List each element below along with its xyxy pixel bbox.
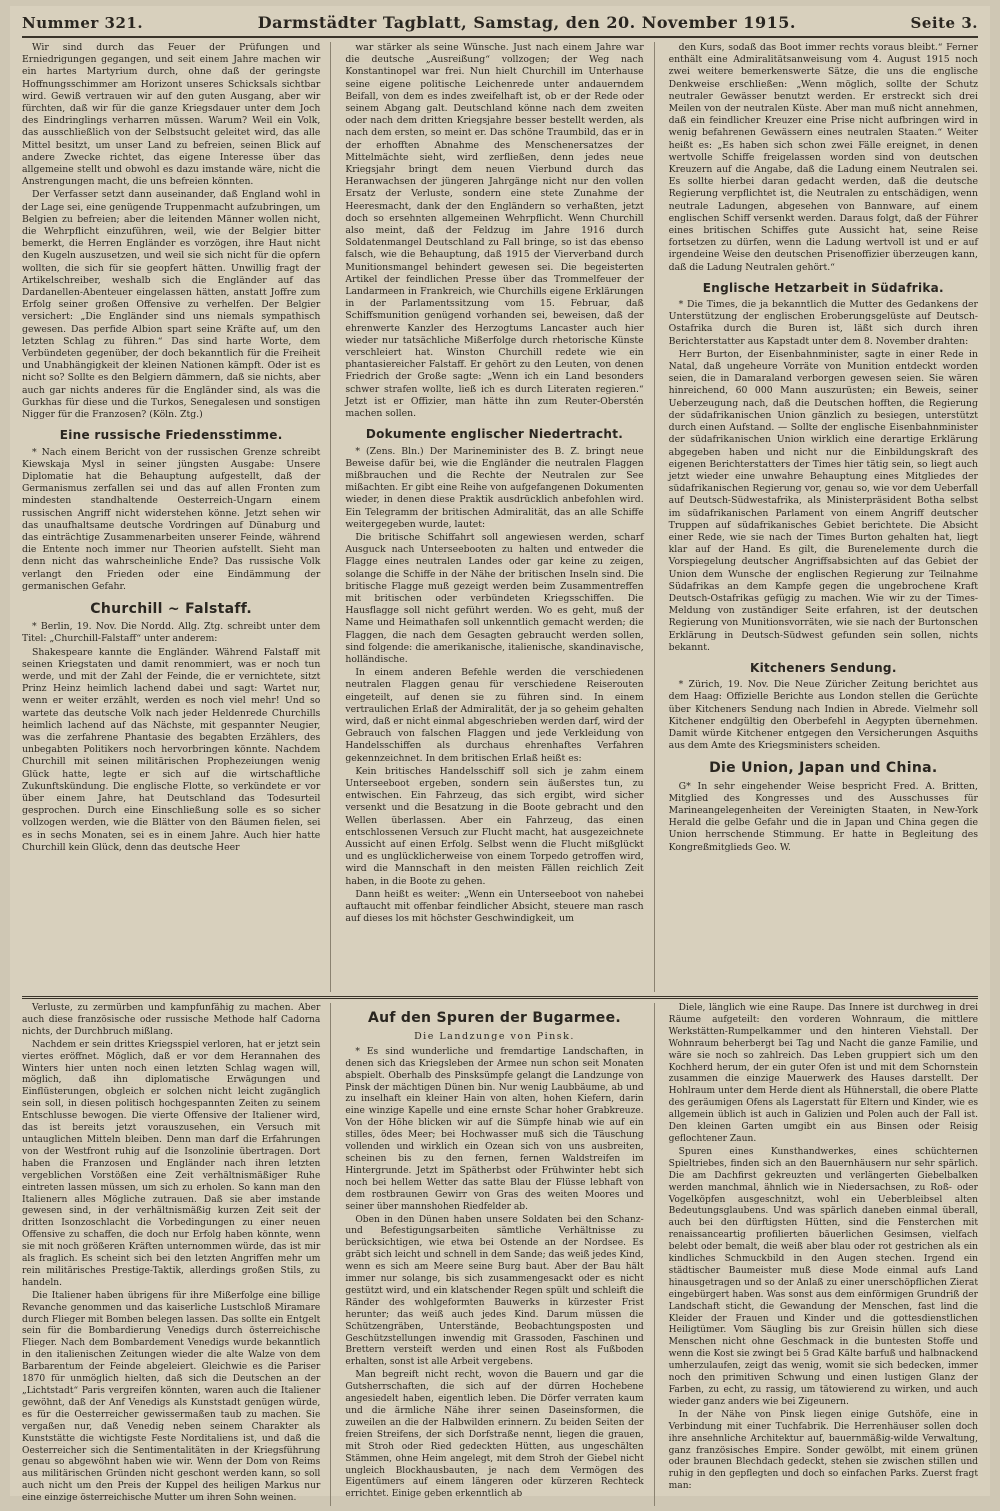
paragraph: Diele, länglich wie eine Raupe. Das Innere ist durchweg in drei Räume aufgeteilt: den vorderen Wohnraum, die mittlere Werkstätten-Rumpelkammer und den hinteren Viehstall. Der Wohnraum beherbergt bei Tag und Nacht die ganze Familie, und wäre sie noch so zahlreich. Das Leben gruppiert sich um den Kochherd herum, der ein guter Ofen ist und mit dem Schornstein zusammen die einzige Mauerwerk des Hauses darstellt. Der Hohlraum unter dem Herde dient als Hühnerstall, die obere Platte des geräumigen Ofens als Lagerstatt für Eltern und Kinder, wie es allgemein üblich ist auch in Galizien und Polen auch der Fall ist. Den kleinen Garten umgibt ein aus Binsen oder Reisig geflochtener Zaun. <box>668 1003 978 1144</box>
paragraph: Herr Burton, der Eisenbahnminister, sagte in einer Rede in Natal, daß ungeheure Vorräte von Munition entdeckt worden seien, die in Damaraland verborgen gewesen seien. Sie wären hinreichend, 60 000 Mann auszurüsten; ein Beweis, seiner Ueberzeugung nach, daß die Deutschen hofften, die Regierung der südafrikanischen Union gänzlich zu besiegen, unterstützt durch einen Aufstand. — Sollte der englische Eisenbahnminister der südafrikanischen Union wirklich eine derartige Erklärung abgegeben haben und nicht nur die Einbildungskraft des eigenen Berichterstatters der Times hier tätig sein, so liegt auch jetzt wieder eine unwahre Behauptung eines Mitgliedes der südafrikanischen Regierung vor, genau so, wie vor dem Ueberfall auf Deutsch-Südwestafrika, als Ministerpräsident Botha selbst im südafrikanischen Parlament von einem Angriff deutscher Truppen auf südafrikanisches Gebiet berichtete. Die Absicht einer Rede, wie sie nach der Times Burton gehalten hat, liegt klar auf der Hand. Es gilt, die Burenelemente durch die Vorspiegelung deutscher Angriffsabsichten auf das Gebiet der Union dem Wunsche der englischen Regierung zur Teilnahme Südafrikas an dem Kampfe gegen die ungebrochene Kraft Deutsch-Ostafrikas gefügig zu machen. Wie wir zu der Times-Meldung von zuständiger Seite erfahren, ist der deutschen Regierung von Munitionsvorräten, wie sie nach der Burtonschen Erklärung in Deutsch-Südwest gefunden sein sollen, nichts bekannt. <box>668 348 978 653</box>
column-1 <box>22 42 331 992</box>
headline-churchill-falstaff: Churchill ~ Falstaff. <box>90 600 253 617</box>
intro-article <box>22 42 320 421</box>
column-3 <box>669 42 978 992</box>
paragraph: war stärker als seine Wünsche. Just nach einem Jahre war die deutsche „Ausreißung“ vollzogen; der Weg nach Konstantinopel war frei. Nun hielt Churchill im Unterhause seine eigene politische Leichenrede unter andauerndem Beifall, von dem es indes zweifelhaft ist, ob er der Rede oder seinem Abgang galt. Deutschland könne nach dem zweiten oder nach dem dritten Kriegsjahre besser bestellt werden, als nach dem ersten, so meint er. Das schöne Traumbild, das er in der erhofften Abnahme des Menschenersatzes der Mittelmächte sieht, wird zerfließen, denn jedes neue Kriegsjahr bringt dem neuen Vierbund durch das Heranwachsen der jüngeren Jahrgänge nicht nur den vollen Ersatz der Verluste, sondern eine stete Zunahme der Heeresmacht, dank der den Engländern so verhaßten, jetzt doch so ersehnten allgemeinen Wehrpflicht. Wenn Churchill also meint, daß der Feldzug im Jahre 1916 durch Soldatenmangel Deutschland zu Fall bringe, so ist das ebenso falsch, wie die Behauptung, daß 1915 der Vierverband durch Munitionsmangel behindert gewesen sei. Die begeisterten Artikel der feindlichen Presse über das Trommelfeuer der Landarmeen in Frankreich, wie Churchills eigene Erklärungen in der Parlamentssitzung vom 15. Februar, daß Schiffsmunition genügend vorhanden sei, beweisen, daß der ehrenwerte Kanzler des Herzogtums Lancaster auch hier wieder nur tatsächliche Mißerfolge durch rhetorische Künste verschleiert hat. Winston Churchill redete wie ein phantasiereicher Falstaff. Er gehört zu den Leuten, von denen Friedrich der Große sagte: „Wenn ich ein Land besonders schwer strafen wollte, ließ ich es durch Literaten regieren.“ Jetzt ist er Offizier, man hätte ihn zum Reuter-Oberstén machen sollen. <box>345 42 644 420</box>
article-churchill-falstaff <box>22 621 320 854</box>
headline-english-infamy: Dokumente englischer Niedertracht. <box>365 427 624 442</box>
article-south-africa <box>669 299 978 654</box>
paragraph: In einem anderen Befehle werden die verschiedenen neutralen Flaggen genau für verschiedene Reiserouten eingeteilt, auf denen sie zu führen sind. In einem vertraulichen Erlaß der Admiralität, der ja so geheim gehalten wird, daß er nicht einmal abgeschrieben werden darf, wird der Gebrauch von falschen Flaggen und jede Verkleidung von Handelsschiffen als durchaus ehrenhaftes Verfahren gekennzeichnet. In dem britischen Erlaß heißt es: <box>345 667 644 764</box>
paragraph: Oben in den Dünen haben unsere Soldaten bei den Schanz- und Befestigungsarbeiten sämtliche Verhältnisse zu berücksichtigen, wie etwa bei Ostende an der Nordsee. Es gräbt sich leicht und schnell in dem Sande; das weiß jedes Kind, wenn es sich am Meere seine Burg baut. Aber der Bau hält immer nur solange, bis sich zusammengesackt oder es nicht gestützt wird, und ein klatschender Regen spült und schleift die Ränder des wohlgeformten Bauwerks in kürzester Frist herunter; das weiß auch jedes Kind. Darum müssen die Schützengräben, Unterstände, Beobachtungsposten und Geschützstellungen inwendig mit Grassoden, Faschinen und Brettern versteift werden und einen Rost als Fußboden erhalten, sonst ist alle Arbeit vergebens. <box>345 1214 644 1368</box>
article-infamy-cont <box>669 42 978 274</box>
paragraph: G* In sehr eingehender Weise bespricht Fred. A. Britten, Mitglied des Kongresses und des Ausschusses für Marineangelegenheiten der Vereinigten Staaten, in New-York Herald die gelbe Gefahr und die in Japan und China gegen die Union herrschende Stimmung. Er hatte in Begleitung des Kongreßmitglieds Geo. W. <box>668 780 978 853</box>
paragraph: * (Zens. Bln.) Der Marineminister des B. Z. bringt neue Beweise dafür bei, wie die Engländer die neutralen Flaggen mißbrauchen und die Rechte der Neutralen zur See mißachten. Er gibt eine Reihe von aufgefangenen Dokumenten wieder, in denen diese Praktik ausdrücklich anbefohlen wird. Ein Telegramm der britischen Admiralität, das an alle Schiffe weitergegeben wurde, lautet: <box>345 445 644 530</box>
paragraph: * Nach einem Bericht von der russischen Grenze schreibt Kiewskaja Mysl in seiner jüngsten Ausgabe: Unsere Diplomatie hat die Behauptung aufgestellt, daß der Germanismus zerfallen sei und das auf allen Fronten zum mindesten standhaltende Oesterreich-Ungarn einem russischen Angriff nicht widerstehen könne. Jetzt sehen wir das unaufhaltsame deutsche Vordringen auf Dünaburg und das einträchtige Zusammenarbeiten unserer Feinde, während die Entente noch immer nur Theorien aufstellt. Sieht man denn nicht das wahrscheinliche Ende? Das russische Volk verlangt den Frieden oder eine Eindämmung der germanischen Gefahr. <box>22 446 321 592</box>
headline-union-japan-china: Die Union, Japan und China. <box>709 760 938 777</box>
paragraph: Shakespeare kannte die Engländer. Während Falstaff mit seinen Kriegstaten und damit renommiert, was er noch tun werde, und mit der Zahl der Feinde, die er vernichtete, sitzt Prinz Heinz heimlich lachend dabei und sagt: Wartet nur, wenn er weiter erzählt, werden es noch viel mehr! Und so wartete das deutsche Volk nach jeder Heldenrede Churchills heimlich lachend auf das Nächste, mit gespannter Neugier, was die zerfahrene Phantasie des begabten Erzählers, des unbegabten Politikers noch hervorbringen könnte. Nachdem Churchill mit seinen militärischen Prophezeiungen wenig Glück hatte, legte er sich auf die wirtschaftliche Zukunftskündung. Die englische Flotte, so verkündete er vor über einem Jahre, hat Deutschland das Todesurteil gesprochen. Durch eine Einschließung solle es so sicher vollzogen werden, wie die Blätter von den Bäumen fielen, sei es in sechs Monaten, sei es in einem Jahre. Auch hier hatte Churchill kein Glück, denn das deutsche Heer <box>22 646 321 853</box>
column-2 <box>345 42 654 992</box>
article-english-infamy <box>345 446 643 926</box>
paragraph: Dann heißt es weiter: „Wenn ein Unterseeboot von nahebei auftaucht mit offenbar feindlicher Absicht, steuere man rasch auf dieses los mit höchster Geschwindigkeit, um <box>345 888 644 925</box>
paragraph: In der Nähe von Pinsk liegen einige Gutshöfe, eine in Verbindung mit einer Tuchfabrik. Die Herrenhäuser sollen doch ihre ansehnliche Architektur auf, bauernmäßig-wilde Verwaltung, ganz französisches Empire. Sonder gewölbt, mit einem grünen oder braunen Blechdach gedeckt, stehen sie zwischen stillen und ruhig in den gepflegten und doch so einfachen Parks. Zuerst fragt man: <box>668 1409 978 1492</box>
paragraph: Nachdem er sein drittes Kriegsspiel verloren, hat er jetzt sein viertes eröffnet. Möglich, daß er vor dem Herannahen des Winters hier unten noch einen letzten Schlag wagen will, möglich, daß ihn diplomatische Erwägungen und Einflüsterungen, obgleich er solchen nicht leicht zugänglich sein soll, in diesen politisch hochgespannten Zeiten zu seinem Entschlusse bewogen. Die vierte Offensive der Italiener wird, das ist bereits jetzt vorauszusehen, ein Versuch mit untauglichen Mitteln bleiben. Denn man darf die Erfahrungen von der Westfront ruhig auf die Isonzolinie übertragen. Dort haben die Franzosen und Engländer nach ihren letzten vergeblichen Vorstößen eine Zeit verhältnismäßiger Ruhe eintreten lassen müssen, um sich zu erholen. So kann man den Italienern alles Mögliche zutrauen. Daß sie aber imstande gewesen sind, in der verhältnismäßig kurzen Zeit seit der dritten Isonzoschlacht die Vorbedingungen zu einer neuen Offensive zu schaffen, die doch nur Erfolg haben könnte, wenn sie mit noch größeren Kräften unternommen würde, das ist mir als fraglich. Es scheint sich bei den letzten Angriffen mehr um rein militärisches Prestige-Taktik, allerdings großen Stils, zu handeln. <box>22 1039 321 1288</box>
paragraph: * Die Times, die ja bekanntlich die Mutter des Gedankens der Unterstützung der englischen Eroberungsgelüste auf Deutsch-Ostafrika durch die Buren ist, läßt sich durch ihren Berichterstatter aus Kapstadt unter dem 8. November drahten: <box>668 299 978 347</box>
paragraph: den Kurs, sodaß das Boot immer rechts voraus bleibt.“ Ferner enthält eine Admiralitätsanweisung vom 4. August 1915 noch zwei weitere bemerkenswerte Sätze, die uns die englische Denkweise erschließen: „Wenn möglich, sollte der Schutz neutraler Gewässer benutzt werden. Er erstreckt sich drei Meilen von der neutralen Küste. Aber man muß nicht annehmen, daß ein feindlicher Kreuzer eine Prise nicht aufbringen wird in wenig befahrenen Gewässern eines neutralen Staaten.“ Weiter heißt es: „Es haben sich schon zwei Fälle ereignet, in denen wertvolle Schiffe freigelassen worden sind von deutschen Kreuzern auf die Angabe, daß die Ladung einem Neutralen sei. Es sollte hierbei daran gedacht werden, daß die deutsche Regierung verpflichtet ist, die Neutralen zu entschädigen, wenn neutrale Ladungen, abgesehen von Bannware, auf einem englischen Schiff versenkt werden. Daraus folgt, daß der Führer eines britischen Schiffes gute Aussicht hat, seine Reise fortsetzen zu dürfen, wenn die Ladung wertvoll ist und er auf irgendeine Weise den deutschen Prisenoffizier überzeugen kann, daß die Ladung Neutralen gehört.“ <box>668 42 978 273</box>
paragraph: Die Italiener haben übrigens für ihre Mißerfolge eine billige Revanche genommen und das kaiserliche Lustschloß Miramare durch Flieger mit Bomben belegen lassen. Das sollte ein Entgelt sein für die Bombardierung Venedigs durch österreichische Flieger. Nach dem Bombardement Venedigs wurde bekanntlich in den italienischen Zeitungen wieder die alte Walze von dem Barbarentum der Feinde abgeleiert. Gleichwie es die Pariser 1870 für unmöglich hielten, daß sich die Deutschen an der „Lichtstadt“ Paris vergreifen könnten, waren auch die Italiener gewöhnt, daß der Anf Venedigs als Kunststadt genügen würde, es für die Oesterreicher gewissermaßen taub zu machen. Sie vergaßen nur, daß Venedig neben seinem Charakter als Kunststätte die wichtigste Feste Norditaliens ist, und daß die Oesterreicher sich die Sentimentalitäten in der Kriegsführung genau so abgewöhnt haben wie wir. Wenn der Dom von Reims aus militärischen Gründen nicht geschont werden kann, so soll auch nicht um den Preis der Kuppel des heiligen Markus nur eine einzige österreichische Mutter um ihren Sohn weinen. <box>22 1290 321 1504</box>
headline-bug-army: Auf den Spuren der Bugarmee. <box>367 1010 622 1026</box>
masthead <box>22 10 978 38</box>
paragraph: Spuren eines Kunsthandwerkes, eines schüchternen Spieltriebes, finden sich an den Bauernhäusern nur sehr spärlich. Die am Dachfirst gekreuzten und verlängerten Giebelbalken werden manchmal, ähnlich wie in Niedersachsen, zu Roß- oder Vogelköpfen ausgeschnitzt, wohl ein Ueberbleibsel alten Bedeutungsglaubens. Und was spärlich daneben einmal überall, auch bei den dürftigsten Hütten, sind die Fensterchen mit renaissanceartig profilierten bäuerlichen Gesimsen, vielfach belebt oder bemalt, die weiß aber blau oder rot gestrichen als ein kindliches Schmuckbild in den Augen stechen. Irgend ein städtischer Baumeister muß diese Mode einmal aufs Land hinausgetragen und so der Anlaß zu einer unerschöpflichen Zierat eingebürgert haben. Was sonst aus dem einförmigen Grundriß der Landschaft sticht, die Gewandung der Menschen, fast lind die Kleider der Frauen und Kinder und die gottesdienstlichen Heiligtümer. Vom Säugling bis zur Greisin hüllen sich diese Menschen nicht ohne Geschmack in die buntesten Stoffe und wenn die Kost sie zwingt bei 5 Grad Kälte barfuß und halbnackend umherzulaufen, zeigt das wenig, womit sie sich bedecken, immer noch den primitiven Schwung und einen lustigen Glanz der Farben, zu echt, zu rassig, um tätowierend zu wirken, und auch wieder ganz anders wie bei Zigeunern. <box>668 1146 978 1407</box>
paragraph: * Berlin, 19. Nov. Die Nordd. Allg. Ztg. schreibt unter dem Titel: „Churchill-Falstaff“ unter anderem: <box>22 621 321 645</box>
lower-section <box>22 1003 978 1504</box>
lower-column-2 <box>345 1003 654 1506</box>
paragraph: Kein britisches Handelsschiff soll sich je zahm einem Unterseeboot ergeben, sondern sein äußerstes tun, zu entwischen. Ein Fahrzeug, das sich ergibt, wird sicher versenkt und die Besatzung in die Boote gebracht und den Wellen überlassen. Aber ein Fahrzeug, das einen entschlossenen Versuch zur Flucht macht, hat ausgezeichnete Aussicht auf einen Erfolg. Selbst wenn die Flucht mißglückt und es unglücklicherweise von einem Torpedo getroffen wird, wird die Mannschaft in den meisten Fällen reichlich Zeit haben, in die Boote zu gehen. <box>345 765 644 887</box>
paper-title-date: Darmstädter Tagblatt, Samstag, den 20. November 1915. <box>257 13 796 32</box>
lower-column-1 <box>22 1003 331 1506</box>
article-churchill-cont <box>345 42 643 420</box>
article-italy-offensive <box>22 1003 320 1505</box>
subheadline-pinsk: Die Landzunge von Pinsk. <box>414 1030 575 1042</box>
headline-kitchener: Kitcheners Sendung. <box>749 660 897 675</box>
page-number: Seite 3. <box>910 14 978 32</box>
article-union-japan-china <box>669 781 978 854</box>
newspaper-page <box>10 6 990 1504</box>
headline-russian-peace: Eine russische Friedensstimme. <box>59 428 283 443</box>
lower-column-3 <box>669 1003 978 1506</box>
paragraph: Man begreift nicht recht, wovon die Bauern und gar die Gutsherrschaften, die sich auf der dürren Hochebene angesiedelt haben, eigentlich leben. Die Dörfer verraten kaum und die ärmliche Nähe ihrer seinen Daseinsformen, die zuweilen an die der Halbwilden erinnern. Zu beiden Seiten der freien Streifens, der sich Dorfstraße nennt, liegen die grauen, mit Stroh oder Ried gedeckten Hütten, aus ungeschälten Stämmen, ohne Heim angelegt, mit dem Stroh der Giebel nicht ungleich Blockhausbauten, je nach dem Vermögen des Eigentümers auf einem längeren oder kürzeren Rechteck errichtet. Einige geben erkenntlich ab <box>345 1370 644 1500</box>
paragraph: * Es sind wunderliche und fremdartige Landschaften, in denen sich das Kriegsleben der Armee nun schon seit Monaten abspielt. Oberhalb des Pinsksümpfe gelangt die Landzunge von Pinsk der mächtigen Dünen bin. Nur wenig Laubbäume, ab und zu inselhaft ein kleiner Hain von alten, hohen Kiefern, darin eine winzige Kapelle und eine ernste Schar hoher Grabkreuze. Von der Höhe blicken wir auf die Sümpfe hinab wie auf ein stilles, ödes Meer; bei Hochwasser muß sich die Täuschung vollenden und wirklich ein Ozean sich von uns ausbreiten, scheinen bis zu den fernen, fernen Waldstreifen im Hintergrunde. Jetzt im Spätherbst oder Frühwinter hebt sich noch bei hellem Wetter das satte Blau der Flüsse lebhaft von dem rostbraunen Gewirr von Gras des weiten Moores und seiner über mannshohen Riedfelder ab. <box>345 1046 644 1212</box>
section-divider <box>22 996 978 999</box>
paragraph: Verluste, zu zermürben und kampfunfähig zu machen. Aber auch diese französische oder russische Methode half Cadorna nichts, der Durchbruch mißlang. <box>22 1003 321 1037</box>
article-bug-army <box>345 1047 643 1501</box>
upper-section <box>22 38 978 992</box>
paragraph: Die britische Schiffahrt soll angewiesen werden, scharf Ausguck nach Unterseebooten zu halten und entweder die Flagge eines neutralen Landes oder gar keine zu zeigen, solange die Schiffe in der Nähe der britischen Inseln sind. Die britische Flagge muß gezeigt werden beim Zusammentreffen mit britischen oder verbündeten Kriegsschiffen. Die Hausflagge soll nicht geführt werden. Wo es geht, muß der Name und Heimathafen soll unkenntlich gemacht werden; die Flaggen, die nach dem Gesagten gebraucht werden sollen, sind folgende: die amerikanische, italienische, skandinavische, holländische. <box>345 531 644 665</box>
paragraph: * Zürich, 19. Nov. Die Neue Züricher Zeitung berichtet aus dem Haag: Offizielle Berichte aus London stellen die Gerüchte über Kitcheners Sendung nach Indien in Abrede. Vielmehr soll Kitchener endgültig den Oberbefehl in Aegypten übernehmen. Damit würde Kitchener entgegen den Versicherungen Asquiths aus dem Amte des Kriegsministers scheiden. <box>668 679 978 752</box>
article-kitchener <box>669 679 978 752</box>
paragraph: Wir sind durch das Feuer der Prüfungen und Erniedrigungen gegangen, und seit einem Jahre machen wir ein hartes Martyrium durch, ohne daß der geringste Hoffnungsschimmer am Horizont unseres Schicksals sichtbar wird. Gewiß vertrauen wir auf den guten Ausgang, aber wir fürchten, daß wir für die ganze Kriegsdauer unter dem Joch des Eindringlings verharren müssen. Warum? Weil ein Volk, das ausschließlich von der Selbstsucht geleitet wird, das alle Mittel besitzt, um unser Land zu befreien, seinen Blick auf andere Zwecke richtet, das eigene Interesse über das allgemeine stellt und obwohl es dazu imstande wäre, nicht die Anstrengungen macht, die uns befreien könnten. <box>22 42 321 188</box>
issue-number: Nummer 321. <box>22 14 144 32</box>
article-russian-peace <box>22 447 320 593</box>
paragraph: Der Verfasser setzt dann auseinander, daß England wohl in der Lage sei, eine genügende Truppenmacht aufzubringen, um Belgien zu befreien; aber die leitenden Männer wollen nicht, die Wehrpflicht einzuführen, weil, wie der Belgier bitter bemerkt, die Herren Engländer es vorzögen, ihre Haut nicht den Kugeln auszusetzen, und weil sie sich nicht für die opfern wollten, die sich für sie geopfert hätten. Unwillig fragt der Artikelschreiber, weshalb sich die Engländer auf das Dardanellen-Abenteuer eingelassen hätten, anstatt Joffre zum Erfolg seiner großen Offensive zu verhelfen. Der Belgier versichert: „Die Engländer sind uns niemals sympathisch gewesen. Das perfide Albion spart seine Kräfte auf, um den letzten Schlag zu führen.“ Das sind harte Worte, dem Verbündeten gegenüber, der doch bekanntlich für die Freiheit und Unabhängigkeit der kleinen Nationen kämpft. Oder ist es nicht so? Sollte es den Belgiern dämmern, daß sie nichts, aber auch gar nichts anderes für die Engländer sind, als was die Gurkhas für diese und die Turkos, Senegalesen und sonstigen Nigger für die Franzosen? (Köln. Ztg.) <box>22 189 321 421</box>
article-bug-army-cont <box>669 1003 978 1493</box>
headline-south-africa: Englische Hetzarbeit in Südafrika. <box>702 280 944 295</box>
